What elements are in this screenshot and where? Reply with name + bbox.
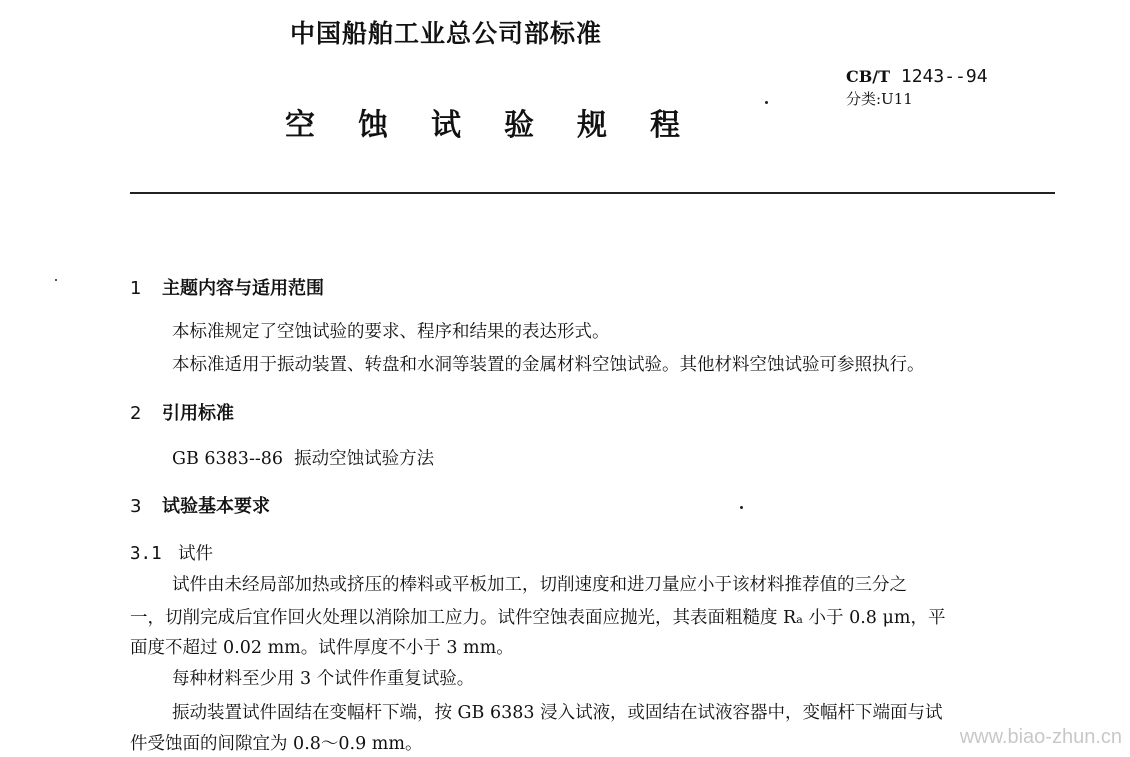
paragraph-line: 一，切削完成后宜作回火处理以消除加工应力。试件空蚀表面应抛光，其表面粗糙度 Rₐ 小于 0.8 μm，平 bbox=[130, 608, 946, 628]
paragraph-line: 面度不超过 0.02 mm。试件厚度不小于 3 mm。 bbox=[130, 638, 514, 658]
section-number: 1 bbox=[130, 278, 142, 299]
section-1-heading bbox=[130, 274, 324, 300]
section-title: 试验基本要求 bbox=[162, 496, 270, 517]
paragraph: 本标准适用于振动装置、转盘和水洞等装置的金属材料空蚀试验。其他材料空蚀试验可参照执行。 bbox=[172, 355, 925, 375]
standard-number: 1243--94 bbox=[900, 66, 988, 87]
paragraph-line: 件受蚀面的间隙宜为 0.8～0.9 mm。 bbox=[130, 734, 423, 754]
subsection-number: 3.1 bbox=[130, 544, 162, 564]
paragraph-line: 振动装置试件固结在变幅杆下端，按 GB 6383 浸入试液，或固结在试液容器中，变幅杆下端面与试 bbox=[172, 703, 943, 723]
standard-prefix: CB/T bbox=[846, 67, 891, 86]
section-2-heading bbox=[130, 399, 234, 425]
reference-entry: GB 6383--86 振动空蚀试验方法 bbox=[172, 449, 435, 469]
header-rule bbox=[130, 192, 1055, 194]
subsection-3-1-heading bbox=[130, 540, 213, 565]
subsection-title: 试件 bbox=[178, 544, 213, 564]
section-title: 引用标准 bbox=[162, 403, 234, 424]
watermark: www.biao-zhun.cn bbox=[959, 726, 1122, 748]
standard-code bbox=[846, 66, 988, 87]
speck bbox=[740, 506, 743, 509]
paragraph-line: 试件由未经局部加热或挤压的棒料或平板加工，切削速度和进刀量应小于该材料推荐值的三分之 bbox=[172, 575, 907, 595]
section-title: 主题内容与适用范围 bbox=[162, 278, 324, 299]
section-3-heading bbox=[130, 492, 270, 518]
issuing-organization: 中国船舶工业总公司部标准 bbox=[290, 19, 603, 48]
paragraph-line: 每种材料至少用 3 个试件作重复试验。 bbox=[172, 669, 475, 689]
section-number: 3 bbox=[130, 496, 142, 517]
speck bbox=[765, 101, 768, 104]
document-title: 空蚀试验规程 bbox=[285, 108, 723, 143]
classification: 分类:U11 bbox=[846, 90, 913, 108]
speck bbox=[55, 279, 57, 281]
section-number: 2 bbox=[130, 403, 142, 424]
paragraph: 本标准规定了空蚀试验的要求、程序和结果的表达形式。 bbox=[172, 322, 610, 342]
